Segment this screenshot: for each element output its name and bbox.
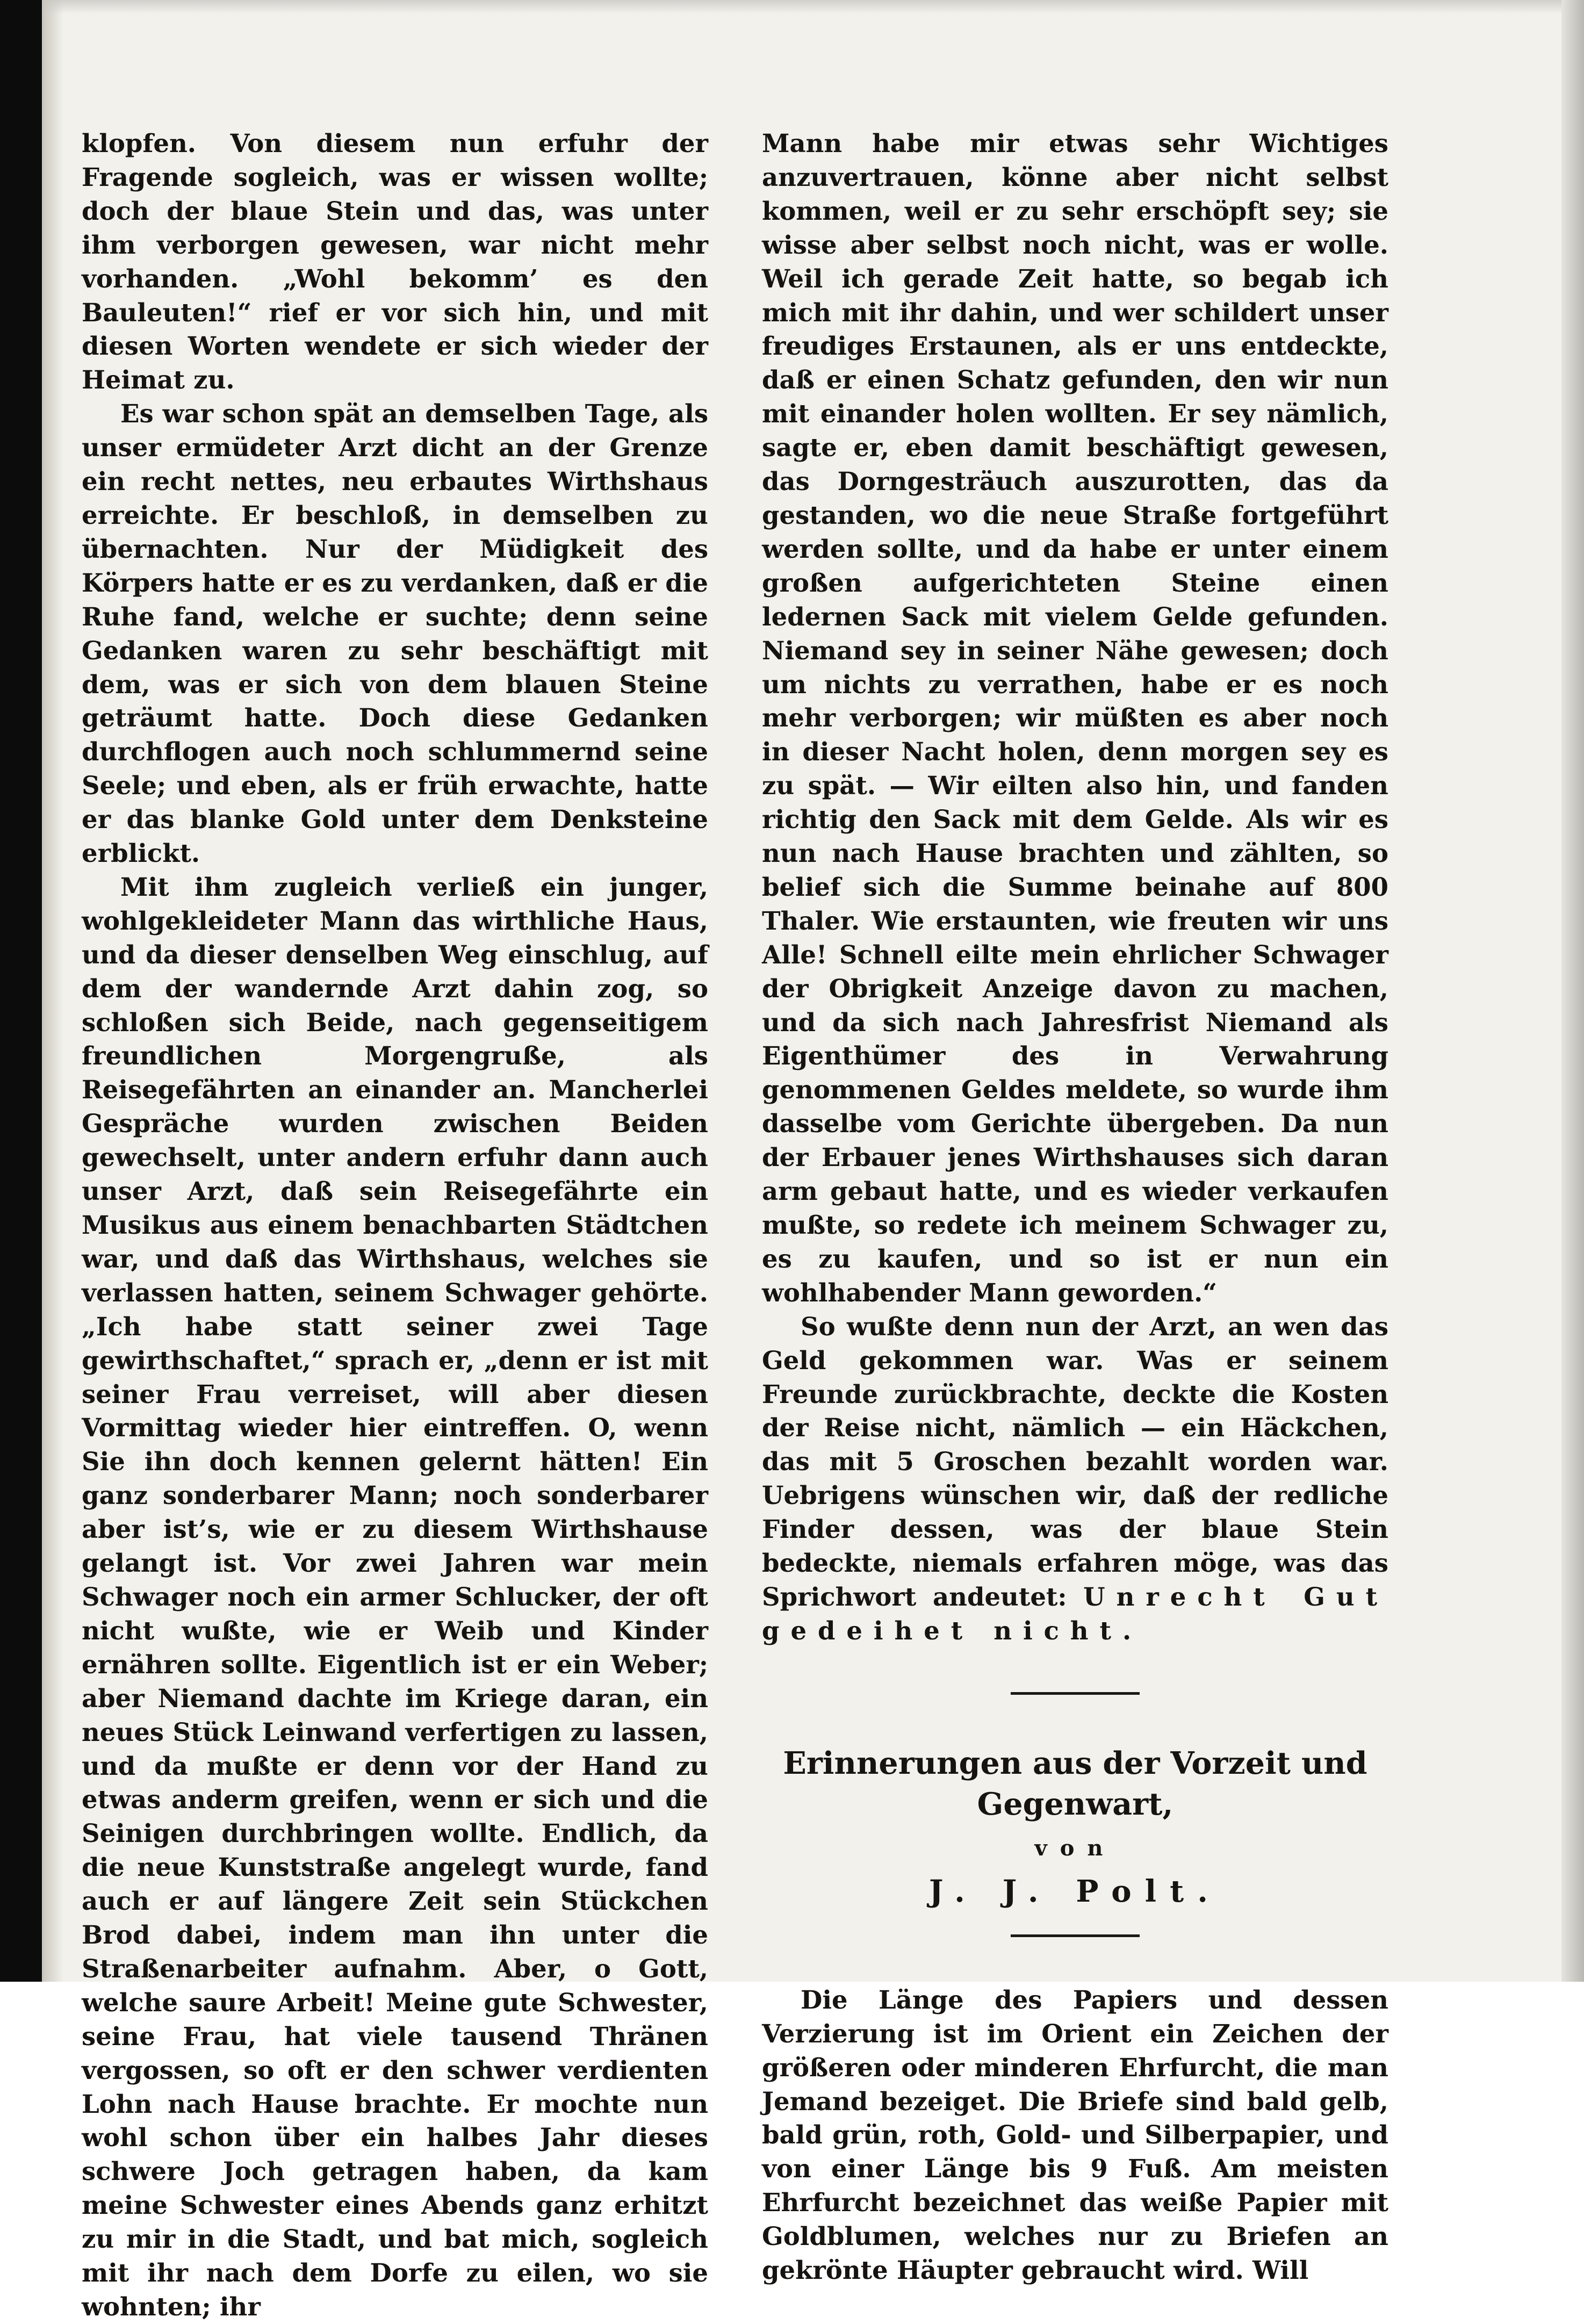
- page-gutter-shade: [42, 0, 63, 1982]
- left-text-column: [82, 127, 708, 2324]
- page-top-edge: [42, 0, 1561, 14]
- title-divider: [1011, 1934, 1140, 1937]
- page-right-edge: [1561, 0, 1584, 1982]
- scan-spine-shadow: [0, 0, 42, 1982]
- paragraph: Es war schon spät an demselben Tage, als unser ermüdeter Arzt dicht an der Grenze ein recht nettes, neu erbautes Wirthshaus erreichte. Er beschloß, in demselben zu übernachten. Nur der Müdigkeit des Körpers hatte er es zu verdanken, daß er die Ruhe fand, welche er suchte; denn seine Gedanken waren zu sehr beschäftigt mit dem, was er sich von dem blauen Steine geträumt hatte. Doch diese Gedanken durchflogen auch noch schlummernd seine Seele; und eben, als er früh erwachte, hatte er das blanke Gold unter dem Denksteine erblickt.: [82, 399, 708, 868]
- byline-von: von: [1034, 1835, 1116, 1861]
- continued-paragraph: klopfen. Von diesem nun erfuhr der Fragende sogleich, was er wissen wollte; doch der blaue Stein und das, was unter ihm verborgen gewesen, war nicht mehr vorhanden. „Wohl bekomm’ es den Bauleuten!“ rief er vor sich hin, und mit diesen Worten wendete er sich wieder der Heimat zu.: [82, 128, 708, 395]
- continued-paragraph: Mann habe mir etwas sehr Wichtiges anzuvertrauen, könne aber nicht selbst kommen, weil er zu sehr erschöpft sey; sie wisse aber selbst noch nicht, was er wolle. Weil ich gerade Zeit hatte, so begab ich mich mit ihr dahin, und wer schildert unser freudiges Erstaunen, als er uns entdeckte, daß er einen Schatz gefunden, den wir nun mit einander holen wollten. Er sey nämlich, sagte er, eben damit beschäftigt gewesen, das Dorngesträuch auszurotten, das da gestanden, wo die neue Straße fortgeführt werden sollte, und da habe er unter einem großen aufgerichteten Steine einen ledernen Sack mit vielem Gelde gefunden. Niemand sey in seiner Nähe gewesen; doch um nichts zu verrathen, habe er es noch mehr verborgen; wir müßten es aber noch in dieser Nacht holen, denn morgen sey es zu spät. — Wir eilten also hin, und fanden richtig den Sack mit dem Gelde. Als wir es nun nach Hause brachten und zählten, so belief sich die Summe beinahe auf 800 Thaler. Wie erstaunten, wie freuten wir uns Alle! Schnell eilte mein ehrlicher Schwager der Obrigkeit Anzeige davon zu machen, und da sich nach Jahresfrist Niemand als Eigenthümer des in Verwahrung genommenen Geldes meldete, so wurde ihm dasselbe vom Gerichte übergeben. Da nun der Erbauer jenes Wirthshauses sich daran arm gebaut hatte, und es wieder verkaufen mußte, so redete ich meinem Schwager zu, es zu kaufen, und so ist er nun ein wohlhabender Mann geworden.“: [762, 128, 1388, 1307]
- closing-paragraph: [762, 1310, 1388, 1648]
- paragraph: Mit ihm zugleich verließ ein junger, wohlgekleideter Mann das wirthliche Haus, und da dieser denselben Weg einschlug, auf dem der wandernde Arzt dahin zog, so schloßen sich Beide, nach gegenseitigem freundlichen Morgengruße, als Reisegefährten an einander an. Mancherlei Gespräche wurden zwischen Beiden gewechselt, unter andern erfuhr dann auch unser Arzt, daß sein Reisegefährte ein Musikus aus einem benachbarten Städtchen war, und daß das Wirthshaus, welches sie verlassen hatten, seinem Schwager gehörte. „Ich habe statt seiner zwei Tage gewirthschaftet,“ sprach er, „denn er ist mit seiner Frau verreiset, will aber diesen Vormittag wieder hier eintreffen. O, wenn Sie ihn doch kennen gelernt hätten! Ein ganz sonderbarer Mann; noch sonderbarer aber ist’s, wie er zu diesem Wirthshause gelangt ist. Vor zwei Jahren war mein Schwager noch ein armer Schlucker, der oft nicht wußte, wie er Weib und Kinder ernähren sollte. Eigentlich ist er ein Weber; aber Niemand dachte im Kriege daran, ein neues Stück Leinwand verfertigen zu lassen, und da mußte er denn vor der Hand zu etwas anderm greifen, wenn er sich und die Seinigen durchbringen wollte. Endlich, da die neue Kunststraße angelegt wurde, fand auch er auf längere Zeit sein Stückchen Brod dabei, indem man ihn unter die Straßenarbeiter aufnahm. Aber, o Gott, welche saure Arbeit! Meine gute Schwester, seine Frau, hat viele tausend Thränen vergossen, so oft er den schwer verdienten Lohn nach Hause brachte. Er mochte nun wohl schon über ein halbes Jahr dieses schwere Joch getragen haben, da kam meine Schwester eines Abends ganz erhitzt zu mir in die Stadt, und bat mich, sogleich mit ihr nach dem Dorfe zu eilen, wo sie wohnten; ihr: [82, 872, 708, 2321]
- article-opening-paragraph: Die Länge des Papiers und dessen Verzierung ist im Orient ein Zeichen der größeren oder minderen Ehrfurcht, die man Jemand bezeiget. Die Briefe sind bald gelb, bald grün, roth, Gold- und Silberpapier, und von einer Länge bis 9 Fuß. Am meisten Ehrfurcht bezeichnet das weiße Papier mit Goldblumen, welches nur zu Briefen an gekrönte Häupter gebraucht wird. Will: [762, 1984, 1388, 2285]
- right-text-column: [762, 127, 1388, 2287]
- article-title: Erinnerungen aus der Vorzeit und Gegenwart,: [783, 1745, 1367, 1822]
- closing-text: So wußte denn nun der Arzt, an wen das Geld gekommen war. Was er seinem Freunde zurückbrachte, deckte die Kosten der Reise nicht, nämlich — ein Häckchen, das mit 5 Groschen bezahlt worden war. Uebrigens wünschen wir, daß der redliche Finder dessen, was der blaue Stein bedeckte, niemals erfahren möge, was das Sprichwort andeutet:: [762, 1311, 1388, 1611]
- proverb: Unrecht Gut gedeihet nicht.: [762, 1581, 1388, 1645]
- byline-author: J. J. Polt.: [928, 1873, 1222, 1909]
- section-divider: [1011, 1692, 1140, 1695]
